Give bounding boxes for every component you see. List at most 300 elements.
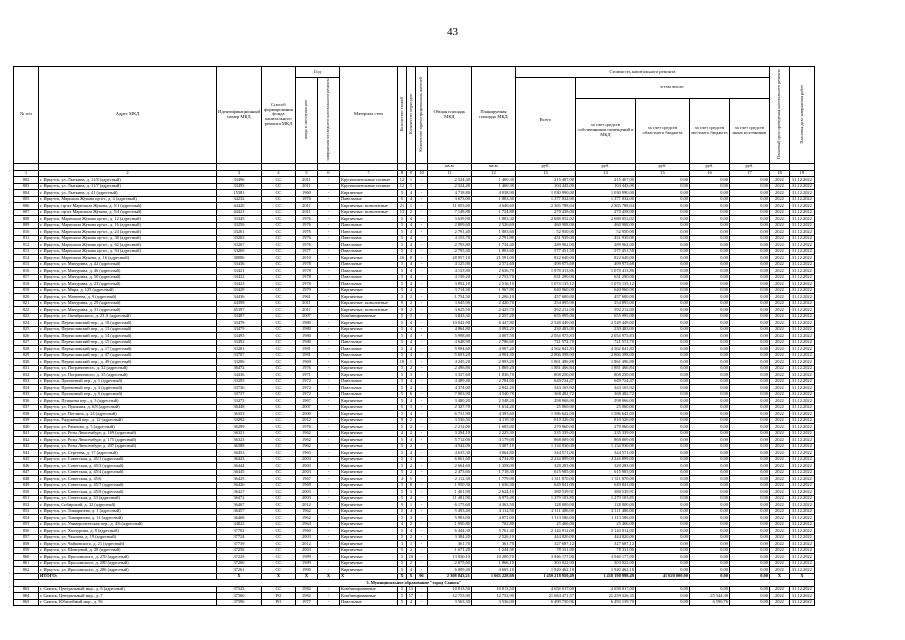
- table-cell: 298 066,00: [515, 398, 575, 405]
- table-cell: 1 074 135,12: [515, 281, 575, 288]
- table-cell: 802: [14, 177, 39, 184]
- table-cell: 0,00: [689, 554, 729, 561]
- table-cell: 2022: [769, 508, 789, 515]
- table-cell: 31.12.2022: [789, 599, 814, 606]
- table-cell: 5 994,60: [427, 346, 471, 353]
- table-cell: 0,00: [635, 346, 689, 353]
- table-cell: СС: [261, 463, 295, 470]
- table-cell: 821: [14, 300, 39, 307]
- table-cell: 0,00: [689, 229, 729, 236]
- table-cell: 2: [406, 469, 415, 476]
- table-cell: СС: [261, 456, 295, 463]
- table-cell: 1981: [295, 352, 317, 359]
- table-cell: 128 000,00: [575, 502, 635, 509]
- table-cell: 1 113 586,00: [575, 515, 635, 522]
- table-cell: 2022: [769, 352, 789, 359]
- table-cell: 2 212,00: [427, 424, 471, 431]
- table-cell: 810 326,00: [575, 417, 635, 424]
- table-cell: -: [317, 463, 339, 470]
- table-cell: 814: [14, 255, 39, 262]
- table-cell: 0,00: [689, 567, 729, 574]
- table-cell: 2022: [769, 372, 789, 379]
- table-cell: -: [317, 352, 339, 359]
- table-cell: -: [317, 378, 339, 385]
- table-cell: -: [317, 177, 339, 184]
- table-cell: 31.12.2022: [789, 378, 814, 385]
- table-cell: 2022: [769, 547, 789, 554]
- table-cell: -: [415, 235, 427, 242]
- table-cell: Кирпичные: [339, 541, 397, 548]
- table-cell: 5: [397, 281, 406, 288]
- table-cell: 31.12.2022: [789, 294, 814, 301]
- table-cell: Крупнопанельные полные: [339, 177, 397, 184]
- table-cell: 0,00: [635, 177, 689, 184]
- table-cell: -: [415, 339, 427, 346]
- table-cell: 4 542,00: [427, 443, 471, 450]
- table-cell: г. Иркутск, Радужный пер., д. 12 (адресный): [39, 417, 217, 424]
- table-cell: г. Иркутск, Переяславский пер., д. 15 (адресный): [39, 339, 217, 346]
- table-cell: 2 496,80: [427, 365, 471, 372]
- table-cell: 0,00: [689, 255, 729, 262]
- table-cell: 0,00: [689, 534, 729, 541]
- table-cell: г. Иркутск, Переяславский пер., д. 49 (адресный): [39, 359, 217, 366]
- table-cell: 0,00: [635, 274, 689, 281]
- table-cell: 855: [14, 521, 39, 528]
- table-cell: 298 066,00: [575, 398, 635, 405]
- table-cell: 3 639,90: [427, 216, 471, 223]
- table-cell: 25 544,38: [689, 593, 729, 600]
- table-cell: 28 957,10: [427, 255, 471, 262]
- table-cell: 5: [397, 378, 406, 385]
- table-cell: 34232: [217, 196, 262, 203]
- table-cell: Кирпичные: [339, 508, 397, 515]
- table-cell: г. Иркутск, ул. Ярославского, д. 286 (адресный): [39, 567, 217, 574]
- column-number-cell: 8: [397, 170, 406, 177]
- table-cell: 0,00: [729, 229, 769, 236]
- table-cell: 4: [406, 196, 415, 203]
- table-cell: -: [415, 476, 427, 483]
- table-cell: 862: [14, 567, 39, 574]
- header-planned-year: Плановый срок проведения капитального ремонта: [769, 67, 789, 164]
- table-cell: 25 060,00: [515, 404, 575, 411]
- table-cell: 36353: [217, 411, 262, 418]
- table-cell: 1 459 218 950,49: [515, 573, 575, 580]
- table-cell: 33436: [217, 261, 262, 268]
- table-cell: 4 363,50: [471, 502, 515, 509]
- table-cell: 328 283,00: [575, 463, 635, 470]
- table-cell: 5: [397, 586, 406, 593]
- table-cell: 0,00: [635, 586, 689, 593]
- table-cell: СС: [261, 209, 295, 216]
- table-cell: СС: [261, 489, 295, 496]
- table-cell: -: [415, 508, 427, 515]
- table-cell: -: [415, 430, 427, 437]
- table-cell: 0,00: [729, 326, 769, 333]
- table-cell: г. Иркутск, Переяславский пер., д. 47 (адресный): [39, 352, 217, 359]
- table-cell: 31.12.2022: [789, 222, 814, 229]
- table-cell: -: [317, 326, 339, 333]
- table-cell: 0,00: [635, 333, 689, 340]
- table-cell: 2: [406, 307, 415, 314]
- table-cell: 2022: [769, 515, 789, 522]
- table-cell: 3 480,20: [427, 398, 471, 405]
- table-cell: 344 571,00: [515, 450, 575, 457]
- table-cell: 1969: [295, 359, 317, 366]
- table-cell: 0,00: [729, 190, 769, 197]
- table-cell: Кирпичные: [339, 333, 397, 340]
- table-cell: 0,00: [729, 320, 769, 327]
- table-cell: 858: [14, 541, 39, 548]
- table-cell: 10 813,50: [427, 586, 471, 593]
- table-cell: 1989: [295, 560, 317, 567]
- table-cell: 865: [14, 599, 39, 606]
- table-cell: 0,00: [635, 534, 689, 541]
- table-cell: 0,00: [635, 541, 689, 548]
- table-cell: 3 064,80: [471, 450, 515, 457]
- table-cell: г. Иркутск, ул. Мичурина, д. 46 (адресный): [39, 268, 217, 275]
- table-cell: 31.12.2022: [789, 255, 814, 262]
- table-cell: -: [317, 281, 339, 288]
- table-cell: 0,00: [635, 196, 689, 203]
- table-cell: -: [415, 255, 427, 262]
- table-cell: 0,00: [729, 248, 769, 255]
- table-cell: 3 946 177,00: [515, 554, 575, 561]
- table-cell: 649 841,00: [575, 482, 635, 489]
- table-cell: 3 093,20: [471, 326, 515, 333]
- table-cell: СС: [261, 424, 295, 431]
- table-cell: 5: [397, 365, 406, 372]
- table-cell: Комбинированные: [339, 593, 397, 600]
- table-cell: 5: [397, 547, 406, 554]
- table-cell: 1989: [295, 554, 317, 561]
- table-cell: 2003: [295, 547, 317, 554]
- table-cell: -: [415, 482, 427, 489]
- table-cell: 1 671,20: [427, 547, 471, 554]
- table-cell: 1 030 990,00: [575, 190, 635, 197]
- table-cell: Панельные: [339, 391, 397, 398]
- table-cell: 327 687,12: [575, 541, 635, 548]
- table-cell: 6 661,60: [427, 456, 471, 463]
- table-cell: 0,00: [729, 313, 769, 320]
- table-cell: 6 590,76: [689, 599, 729, 606]
- table-cell: СС: [261, 502, 295, 509]
- table-cell: 21 684 471,57: [515, 593, 575, 600]
- column-number-cell: 12: [471, 170, 515, 177]
- table-cell: 0,00: [689, 502, 729, 509]
- table-cell: 4 133,80: [427, 268, 471, 275]
- table-cell: 9: [397, 307, 406, 314]
- table-cell: 0,00: [689, 274, 729, 281]
- table-cell: Кирпичные: [339, 216, 397, 223]
- table-cell: 31.12.2022: [789, 443, 814, 450]
- table-cell: X: [789, 573, 814, 580]
- table-cell: 34436: [217, 294, 262, 301]
- table-cell: СС: [261, 508, 295, 515]
- table-cell: 41 020 000,00: [635, 573, 689, 580]
- table-cell: 2 308 843,21: [427, 573, 471, 580]
- table-cell: 615 985,00: [515, 469, 575, 476]
- table-cell: 0,00: [689, 541, 729, 548]
- table-cell: 2022: [769, 287, 789, 294]
- table-cell: 0,00: [729, 398, 769, 405]
- table-cell: г. Иркутск, ул. Пушкина, д. 6/8 (адресный): [39, 404, 217, 411]
- table-cell: 6 731,90: [427, 411, 471, 418]
- table-cell: 828: [14, 346, 39, 353]
- table-cell: 457 600,00: [515, 294, 575, 301]
- table-cell: -: [317, 391, 339, 398]
- table-cell: 2022: [769, 489, 789, 496]
- table-cell: 1 663 228,69: [471, 573, 515, 580]
- table-cell: г. Иркутск, Марешала Жукова пр-кт., д. 94 (адресный): [39, 248, 217, 255]
- table-cell: 847: [14, 469, 39, 476]
- table-cell: СС: [261, 372, 295, 379]
- table-cell: 2022: [769, 495, 789, 502]
- table-cell: 31.12.2022: [789, 235, 814, 242]
- table-cell: -: [415, 300, 427, 307]
- table-cell: 33256: [217, 222, 262, 229]
- table-cell: 4: [406, 567, 415, 574]
- table-cell: -: [317, 183, 339, 190]
- header-floors: Количество этажей: [397, 67, 406, 164]
- table-cell: Панельные: [339, 261, 397, 268]
- table-cell: 7 003,90: [427, 391, 471, 398]
- table-cell: Кирпичные: [339, 294, 397, 301]
- table-cell: 270 458,00: [515, 209, 575, 216]
- header-cost-other: за счет средств иных источников: [729, 98, 769, 163]
- unit-cell: руб.: [729, 163, 769, 170]
- table-cell: г. Иркутск, ул. Советская, д. 45/4 (адресный): [39, 469, 217, 476]
- table-cell: 837: [14, 404, 39, 411]
- table-cell: 2 054 975,83: [515, 333, 575, 340]
- table-cell: СС: [261, 261, 295, 268]
- table-cell: 1962: [295, 508, 317, 515]
- table-cell: -: [317, 554, 339, 561]
- table-cell: 31.12.2022: [789, 320, 814, 327]
- table-cell: г. Иркутск, ул. Розы Люксембург, д. 169 (адресный): [39, 430, 217, 437]
- table-cell: 823: [14, 313, 39, 320]
- table-cell: 1 920 462,18: [515, 567, 575, 574]
- column-number-cell: 5: [295, 170, 317, 177]
- table-cell: 4: [406, 326, 415, 333]
- table-cell: 4: [406, 339, 415, 346]
- table-cell: Кирпичные: [339, 320, 397, 327]
- table-cell: 31.12.2022: [789, 359, 814, 366]
- table-cell: 2022: [769, 443, 789, 450]
- table-cell: 822 640,00: [515, 255, 575, 262]
- table-cell: 104 443,00: [515, 183, 575, 190]
- table-cell: 1960: [295, 528, 317, 535]
- table-cell: 361,70: [471, 541, 515, 548]
- table-cell: -: [415, 424, 427, 431]
- table-cell: -: [415, 261, 427, 268]
- table-cell: 0,00: [635, 326, 689, 333]
- table-cell: 33495: [217, 183, 262, 190]
- table-cell: -: [415, 567, 427, 574]
- table-cell: 2012: [295, 502, 317, 509]
- table-cell: 1 920 462,18: [575, 567, 635, 574]
- table-cell: 0,00: [689, 508, 729, 515]
- table-cell: 1 401,90: [427, 489, 471, 496]
- table-cell: 3: [397, 294, 406, 301]
- table-cell: 1962: [295, 443, 317, 450]
- table-cell: 848: [14, 476, 39, 483]
- table-cell: Кирпичные: [339, 456, 397, 463]
- table-cell: 3 536,00: [471, 599, 515, 606]
- table-cell: 1981: [295, 346, 317, 353]
- table-cell: 37543: [217, 586, 262, 593]
- table-cell: 1962: [295, 515, 317, 522]
- table-cell: 0,00: [635, 554, 689, 561]
- table-cell: 6 499 730,96: [515, 599, 575, 606]
- table-cell: 230 483,00: [515, 326, 575, 333]
- table-cell: 5: [397, 443, 406, 450]
- table-cell: -: [415, 417, 427, 424]
- table-cell: 1978: [295, 268, 317, 275]
- table-cell: СС: [261, 222, 295, 229]
- table-cell: 864: [14, 593, 39, 600]
- table-cell: 0,00: [729, 196, 769, 203]
- table-cell: СС: [261, 268, 295, 275]
- table-cell: 5: [397, 495, 406, 502]
- table-cell: г. Иркутск, ул. Лыткина, д. 11/7 (адресный): [39, 183, 217, 190]
- table-cell: 6 975,40: [471, 495, 515, 502]
- table-cell: 0,00: [729, 294, 769, 301]
- table-cell: СС: [261, 541, 295, 548]
- table-cell: 0,00: [635, 443, 689, 450]
- table-cell: Панельные: [339, 229, 397, 236]
- table-cell: 31.12.2022: [789, 528, 814, 535]
- table-cell: 0,00: [729, 430, 769, 437]
- table-cell: 0,00: [729, 261, 769, 268]
- table-cell: 0,00: [729, 391, 769, 398]
- table-cell: 5: [397, 560, 406, 567]
- table-cell: 816: [14, 268, 39, 275]
- table-cell: -: [415, 294, 427, 301]
- table-cell: 343 165,92: [515, 385, 575, 392]
- table-cell: 0,00: [635, 203, 689, 210]
- table-cell: 0,00: [689, 313, 729, 320]
- table-cell: 841: [14, 430, 39, 437]
- table-cell: 0,00: [635, 339, 689, 346]
- table-cell: 31.12.2022: [789, 352, 814, 359]
- table-cell: 31.12.2022: [789, 268, 814, 275]
- table-cell: 0,00: [635, 242, 689, 249]
- table-cell: СС: [261, 482, 295, 489]
- table-cell: 0,00: [635, 404, 689, 411]
- table-cell: 0,00: [729, 307, 769, 314]
- table-cell: 2: [406, 417, 415, 424]
- table-cell: 5: [397, 391, 406, 398]
- table-cell: 1 279 103,85: [515, 495, 575, 502]
- table-cell: 2 225,30: [471, 430, 515, 437]
- table-cell: 0,00: [729, 300, 769, 307]
- table-cell: -: [317, 508, 339, 515]
- table-cell: 2 875,60: [427, 560, 471, 567]
- table-cell: -: [415, 313, 427, 320]
- table-cell: 36321: [217, 430, 262, 437]
- table-cell: 0,00: [729, 346, 769, 353]
- table-cell: Кирпичные: [339, 326, 397, 333]
- table-cell: 9: [397, 300, 406, 307]
- table-cell: -: [415, 287, 427, 294]
- table-cell: 16: [397, 255, 406, 262]
- unit-cell: [39, 163, 217, 170]
- table-cell: 0,00: [635, 183, 689, 190]
- table-cell: 4 395,60: [471, 411, 515, 418]
- table-cell: -: [317, 411, 339, 418]
- table-cell: 2022: [769, 599, 789, 606]
- table-cell: 3 384,20: [427, 534, 471, 541]
- table-cell: 0,00: [635, 567, 689, 574]
- table-cell: Кирпичные: [339, 287, 397, 294]
- table-cell: 2022: [769, 222, 789, 229]
- table-cell: 361,70: [427, 541, 471, 548]
- table-cell: 0,00: [689, 261, 729, 268]
- table-cell: 215 407,00: [575, 177, 635, 184]
- table-cell: г. Иркутск, ул. Ярославского, д. 270 (адресный): [39, 554, 217, 561]
- table-cell: -: [415, 547, 427, 554]
- table-cell: 0,00: [635, 385, 689, 392]
- table-cell: г. Иркутск, ул. Розы Люксембург, д. 175 (адресный): [39, 437, 217, 444]
- table-cell: 0,00: [729, 437, 769, 444]
- table-cell: -: [317, 599, 339, 606]
- header-method: Способ формирования фонда капитального ремонта МКД: [261, 67, 295, 164]
- table-cell: СС: [261, 300, 295, 307]
- table-cell: Кирпичные, монолитные: [339, 307, 397, 314]
- header-year-group: Год: [295, 67, 339, 78]
- table-cell: 5: [397, 339, 406, 346]
- table-cell: 6 444,30: [427, 528, 471, 535]
- table-cell: 0,00: [689, 248, 729, 255]
- table-cell: 2 524,40: [427, 177, 471, 184]
- header-cost-group: Стоимость капитального ремонта: [515, 67, 769, 78]
- table-cell: 5: [397, 346, 406, 353]
- table-cell: 230 483,00: [575, 326, 635, 333]
- unit-cell: [295, 163, 317, 170]
- table-cell: -: [317, 339, 339, 346]
- table-cell: 0,00: [689, 177, 729, 184]
- table-cell: СС: [261, 248, 295, 255]
- table-cell: 4: [406, 229, 415, 236]
- table-cell: 4: [406, 320, 415, 327]
- table-cell: -: [415, 411, 427, 418]
- table-cell: 2 473,60: [427, 469, 471, 476]
- table-cell: -: [415, 378, 427, 385]
- table-cell: 2022: [769, 196, 789, 203]
- table-cell: 845: [14, 456, 39, 463]
- table-cell: 0,00: [635, 398, 689, 405]
- table-cell: 2022: [769, 307, 789, 314]
- table-cell: -: [415, 463, 427, 470]
- table-cell: 5 712,00: [427, 437, 471, 444]
- table-cell: 0,00: [729, 599, 769, 606]
- table-cell: 4: [406, 456, 415, 463]
- table-cell: 1976: [295, 222, 317, 229]
- table-cell: 2022: [769, 339, 789, 346]
- table-cell: 2: [406, 209, 415, 216]
- table-cell: г. Иркутск, Марешала Жукова пр-кт., д. 16 (адресный): [39, 222, 217, 229]
- table-cell: 2 244 899,00: [515, 456, 575, 463]
- table-cell: 2003: [295, 534, 317, 541]
- table-cell: Кирпичные: [339, 365, 397, 372]
- table-cell: 4: [406, 346, 415, 353]
- table-cell: Панельные: [339, 281, 397, 288]
- table-cell: 31.12.2022: [789, 417, 814, 424]
- table-cell: 0,00: [729, 365, 769, 372]
- table-cell: X: [397, 573, 406, 580]
- table-cell: 78 331,00: [575, 547, 635, 554]
- table-cell: 4: [406, 450, 415, 457]
